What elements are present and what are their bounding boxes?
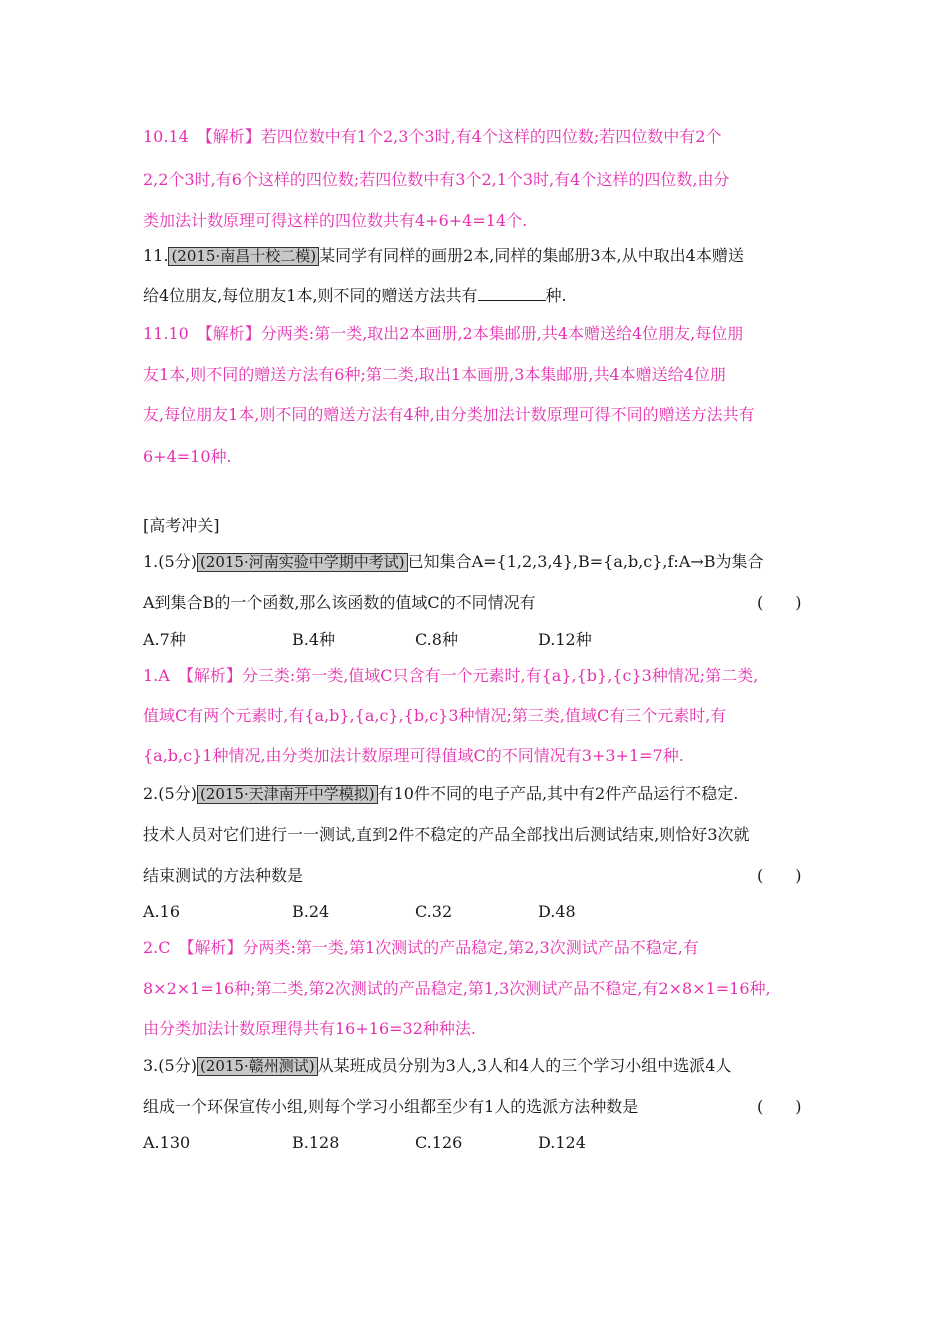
q3-option-a: A.130 <box>143 1133 191 1152</box>
q2-line-1 <box>143 784 738 804</box>
q2-prefix: 2.(5分) <box>143 784 197 803</box>
q10-answer-line-2: 2,2个3时,有6个这样的四位数;若四位数中有3个2,1个3时,有4个这样的四位数,由分 <box>143 170 730 189</box>
q2-option-d: D.48 <box>538 902 576 921</box>
q3-line-2: 组成一个环保宣传小组,则每个学习小组都至少有1人的选派方法种数是 <box>143 1097 639 1116</box>
q2-line-3: 结束测试的方法种数是 <box>143 866 304 885</box>
q11-answer-line-2: 友1本,则不同的赠送方法有6种;第二类,取出1本画册,3本集邮册,共4本赠送给4位朋 <box>143 365 726 384</box>
q1-source-tag: (2015·河南实验中学期中考试) <box>197 553 408 572</box>
q11-answer-blank <box>478 286 546 301</box>
q1-answer-line-1: 1.A 【解析】分三类:第一类,值域C只含有一个元素时,有{a},{b},{c}3种情况;第二类, <box>143 666 759 685</box>
q2-answer-line-1: 2.C 【解析】分两类:第一类,第1次测试的产品稳定,第2,3次测试产品不稳定,有 <box>143 938 699 957</box>
q11-answer-line-3: 友,每位朋友1本,则不同的赠送方法有4种,由分类加法计数原理可得不同的赠送方法共有 <box>143 405 755 424</box>
q2-answer-paren: ( ) <box>757 866 802 885</box>
q2-answer-line-2: 8×2×1=16种;第二类,第2次测试的产品稳定,第1,3次测试产品不稳定,有2×8×1=16种, <box>143 979 771 998</box>
section-title: [高考冲关] <box>143 516 220 535</box>
q1-answer-line-3: {a,b,c}1种情况,由分类加法计数原理可得值域C的不同情况有3+3+1=7种. <box>143 746 684 765</box>
q2-option-a: A.16 <box>143 902 180 921</box>
q3-line-1 <box>143 1056 731 1076</box>
q11-text-1: 某同学有同样的画册2本,同样的集邮册3本,从中取出4本赠送 <box>319 246 744 265</box>
q11-answer-line-1: 11.10 【解析】分两类:第一类,取出2本画册,2本集邮册,共4本赠送给4位朋友,每位朋 <box>143 324 744 343</box>
q1-option-c: C.8种 <box>415 630 458 649</box>
q2-source-tag: (2015·天津南开中学模拟) <box>197 785 378 804</box>
q1-text-1: 已知集合A={1,2,3,4},B={a,b,c},f:A→B为集合 <box>407 552 764 571</box>
q1-option-b: B.4种 <box>292 630 336 649</box>
q3-prefix: 3.(5分) <box>143 1056 197 1075</box>
q11-answer-line-4: 6+4=10种. <box>143 447 232 466</box>
q1-line-1 <box>143 552 764 572</box>
q1-prefix: 1.(5分) <box>143 552 197 571</box>
q1-answer-line-2: 值域C有两个元素时,有{a,b},{a,c},{b,c}3种情况;第三类,值域C有三个元素时,有 <box>143 706 727 725</box>
q1-line-2: A到集合B的一个函数,那么该函数的值域C的不同情况有 <box>143 593 536 612</box>
q11-text-3: 种. <box>545 286 567 305</box>
q2-answer-line-3: 由分类加法计数原理得共有16+16=32种种法. <box>143 1019 476 1038</box>
q10-answer-line-3: 类加法计数原理可得这样的四位数共有4+6+4=14个. <box>143 211 528 230</box>
q3-option-b: B.128 <box>292 1133 340 1152</box>
q3-answer-paren: ( ) <box>757 1097 802 1116</box>
q11-source-tag: (2015·南昌十校二模) <box>168 247 319 266</box>
q3-option-c: C.126 <box>415 1133 463 1152</box>
q11-text-2: 给4位朋友,每位朋友1本,则不同的赠送方法共有 <box>143 286 478 305</box>
q2-line-2: 技术人员对它们进行一一测试,直到2件不稳定的产品全部找出后测试结束,则恰好3次就 <box>143 825 750 844</box>
q10-answer-line-1: 10.14 【解析】若四位数中有1个2,3个3时,有4个这样的四位数;若四位数中有2个 <box>143 127 722 146</box>
q3-source-tag: (2015·赣州测试) <box>197 1057 318 1076</box>
q2-text-1: 有10件不同的电子产品,其中有2件产品运行不稳定. <box>377 784 739 803</box>
q1-answer-paren: ( ) <box>757 593 802 612</box>
q11-number: 11. <box>143 246 169 265</box>
q2-option-b: B.24 <box>292 902 330 921</box>
q3-option-d: D.124 <box>538 1133 586 1152</box>
q1-option-a: A.7种 <box>143 630 186 649</box>
q2-option-c: C.32 <box>415 902 453 921</box>
q11-line-1 <box>143 246 744 266</box>
q11-line-2 <box>143 286 567 306</box>
q3-text-1: 从某班成员分别为3人,3人和4人的三个学习小组中选派4人 <box>317 1056 732 1075</box>
q1-option-d: D.12种 <box>538 630 592 649</box>
